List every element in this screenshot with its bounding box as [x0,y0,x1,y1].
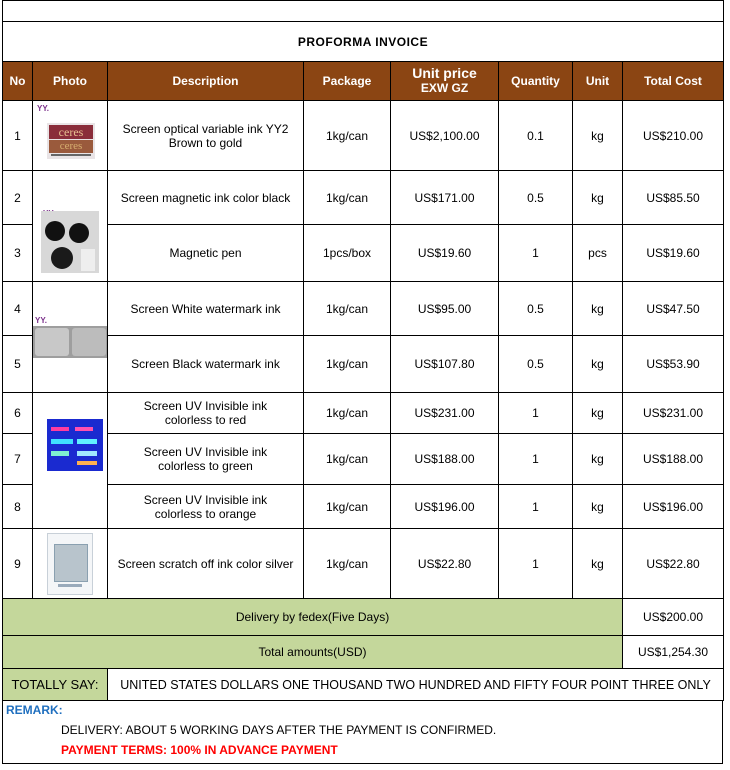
row-package: 1kg/can [304,101,391,171]
invoice-sheet [2,0,723,764]
row-total: US$231.00 [623,393,724,434]
row-no: 8 [3,485,33,529]
row-package: 1kg/can [304,282,391,336]
totally-say-label: TOTALLY SAY: [3,669,108,701]
row-unit-price: US$22.80 [391,529,499,599]
totally-say-row [3,669,724,701]
total-row [3,636,724,669]
header-unit-price [391,62,499,101]
row-unit-price: US$188.00 [391,434,499,485]
photo-magnetic [33,171,108,282]
row-description: Magnetic pen [108,225,304,282]
row-no: 6 [3,393,33,434]
table-row [3,171,724,225]
row-total: US$196.00 [623,485,724,529]
header-no: No [3,62,33,101]
row-total: US$19.60 [623,225,724,282]
remark-title: REMARK: [6,703,63,717]
row-package: 1kg/can [304,336,391,393]
row-description: Screen UV Invisible ink colorless to orange [108,485,304,529]
row-package: 1kg/can [304,393,391,434]
table-row [3,336,724,393]
row-no: 3 [3,225,33,282]
row-quantity: 1 [499,529,573,599]
row-quantity: 0.5 [499,282,573,336]
payment-terms: PAYMENT TERMS: 100% IN ADVANCE PAYMENT [61,743,338,757]
row-unit-price: US$231.00 [391,393,499,434]
row-unit: kg [573,485,623,529]
row-description: Screen White watermark ink [108,282,304,336]
invoice-table [2,0,724,701]
header-unit-price-label: Unit price [412,65,477,81]
table-row [3,529,724,599]
total-amount: US$1,254.30 [623,636,724,669]
delivery-label: Delivery by fedex(Five Days) [3,599,623,636]
row-unit: pcs [573,225,623,282]
header-unit-price-terms: EXW GZ [420,81,469,95]
row-quantity: 1 [499,485,573,529]
table-row [3,434,724,485]
row-unit: kg [573,529,623,599]
header-quantity: Quantity [499,62,573,101]
row-quantity: 1 [499,393,573,434]
header-unit: Unit [573,62,623,101]
row-description: Screen UV Invisible ink colorless to green [108,434,304,485]
delivery-row [3,599,724,636]
uv-ink-sample-image [47,419,103,471]
photo-watermark [33,282,108,393]
table-row [3,393,724,434]
row-no: 4 [3,282,33,336]
row-no: 2 [3,171,33,225]
row-package: 1kg/can [304,529,391,599]
header-photo: Photo [33,62,108,101]
photo-scratch-off [33,529,108,599]
row-quantity: 0.5 [499,171,573,225]
invoice-title: PROFORMA INVOICE [3,22,724,62]
delivery-note: DELIVERY: ABOUT 5 WORKING DAYS AFTER THE PAYMENT IS CONFIRMED. [61,723,497,737]
row-unit-price: US$107.80 [391,336,499,393]
row-unit: kg [573,393,623,434]
row-package: 1kg/can [304,434,391,485]
row-unit-price: US$171.00 [391,171,499,225]
row-package: 1kg/can [304,171,391,225]
brand-logo: YY. [35,316,48,325]
row-total: US$188.00 [623,434,724,485]
row-unit: kg [573,336,623,393]
row-unit-price: US$2,100.00 [391,101,499,171]
table-row [3,225,724,282]
row-quantity: 1 [499,225,573,282]
table-row [3,282,724,336]
row-unit: kg [573,171,623,225]
table-row [3,101,724,171]
row-description: Screen Black watermark ink [108,336,304,393]
total-label: Total amounts(USD) [3,636,623,669]
row-quantity: 0.1 [499,101,573,171]
row-unit-price: US$95.00 [391,282,499,336]
row-total: US$85.50 [623,171,724,225]
scratch-off-sample-image [47,533,93,595]
photo-optical-ink [33,101,108,171]
row-package: 1kg/can [304,485,391,529]
row-total: US$22.80 [623,529,724,599]
optical-ink-sample-image [47,123,95,159]
row-description: Screen scratch off ink color silver [108,529,304,599]
totally-say-text: UNITED STATES DOLLARS ONE THOUSAND TWO HUNDRED AND FIFTY FOUR POINT THREE ONLY [108,669,724,701]
brand-logo: YY. [37,104,50,113]
row-no: 7 [3,434,33,485]
row-unit-price: US$19.60 [391,225,499,282]
row-no: 1 [3,101,33,171]
row-unit-price: US$196.00 [391,485,499,529]
row-unit: kg [573,101,623,171]
header-description: Description [108,62,304,101]
row-package: 1pcs/box [304,225,391,282]
row-description: Screen optical variable ink YY2 Brown to gold [108,101,304,171]
row-total: US$47.50 [623,282,724,336]
magnetic-ink-sample-image [41,211,99,273]
row-unit: kg [573,282,623,336]
photo-uv-ink [33,393,108,529]
ceres-print-top: ceres [49,125,93,139]
row-total: US$53.90 [623,336,724,393]
row-total: US$210.00 [623,101,724,171]
delivery-amount: US$200.00 [623,599,724,636]
watermark-ink-sample-image [33,326,108,362]
row-no: 5 [3,336,33,393]
row-description: Screen magnetic ink color black [108,171,304,225]
header-package: Package [304,62,391,101]
row-quantity: 1 [499,434,573,485]
row-no: 9 [3,529,33,599]
ceres-print-bottom: ceres [49,140,93,153]
row-quantity: 0.5 [499,336,573,393]
header-total-cost: Total Cost [623,62,724,101]
table-row [3,485,724,529]
remark-section [2,700,723,764]
row-description: Screen UV Invisible ink colorless to red [108,393,304,434]
row-unit: kg [573,434,623,485]
